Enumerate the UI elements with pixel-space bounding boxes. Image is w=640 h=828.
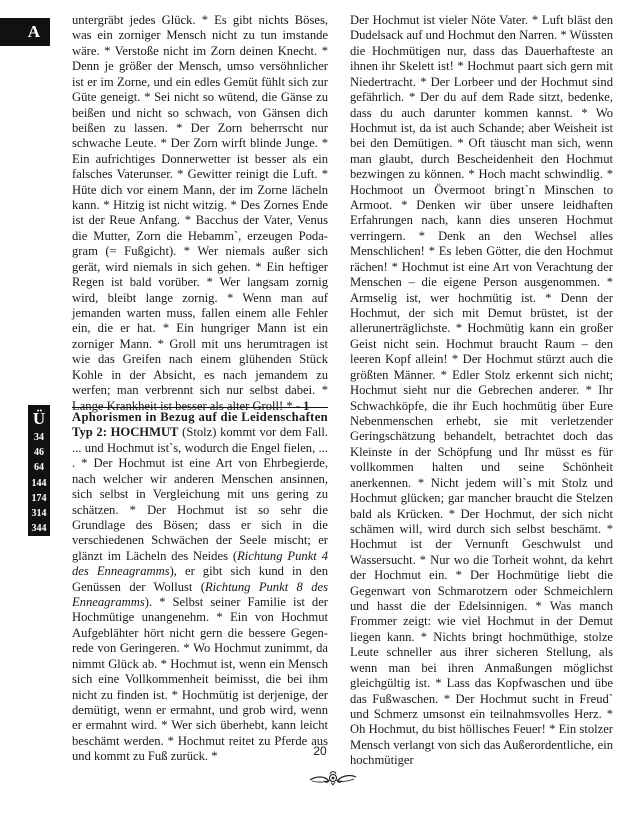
index-ref-number[interactable]: 64: [34, 462, 44, 474]
index-tab-letter: Ü: [32, 409, 46, 428]
left-column: [72, 13, 328, 414]
index-tab-u[interactable]: [28, 405, 50, 536]
italic-reference: Richtung Punkt 4 des Enneagramms: [72, 548, 328, 579]
intro-paragraph: [72, 13, 328, 414]
section-paragraph: [72, 410, 328, 765]
page-number: 20: [313, 744, 327, 758]
index-ref-number[interactable]: 314: [31, 508, 47, 520]
index-ref-number[interactable]: 144: [31, 477, 47, 489]
intro-end-reference: - 1: [292, 398, 310, 413]
index-ref-number[interactable]: 34: [34, 432, 44, 443]
intro-text: untergräbt jedes Glück. * Es gibt nichts Böses, was ein zorniger Mensch nicht zu tun imstande wäre. * Verstoße nicht im Zorn deinen Knecht. * Denn je größer der Mensch, umso versöhnlicher ist er im Zorne, und ein edles Gemüt fühlt sich zur Güte geneigt. * Sei nicht so wütend, die Gänse zu beißen und nicht so schwach, von Gänsen dich beißen zu lassen. * Der Zorn beherrscht nur schwache Leute. * Der Zorn wirft blinde Junge. * Ein aufrichtiges Donnerwetter ist besser als ein falsches Vaterunser. * Gewitter reinigt die Luft. * Hüte dich vor einem Mann, der im Zorne lächeln kann. * Hitzig ist nicht witzig. * Des Zornes Ende ist der Reue Anfang. * Bacchus der Vater, Venus die Mutter, Zorn die Hebamm`, erzeugen Podagram (= Fußgicht). * Wer niemals außer sich gerät, wird niemals in sich gehen. * Ein heftiger Regen ist bald vorüber. * Wer langsam zornig wird, bleibt lange zornig. * Wenn man auf jemanden warten muss, fallen einem alle Fehler ein, die er hat. * Ein hungriger Mann ist ein zorniger Mann. * Groll mit uns herumtragen ist wie das Greifen nach einem glühenden Stück Kohle in der Absicht, es nach jemandem zu werfen; man verbrennt sich nur selbst dabei. * Lange Krankheit ist besser als alter Groll! *: [72, 13, 328, 413]
italic-reference: Richtung Punkt 8 des Enneagramms: [72, 579, 329, 610]
section-hochmut: [72, 407, 328, 765]
section-heading: Aphorismen in Bezug auf die Leidenschaften: [72, 410, 328, 424]
section-text: ). * Selbst seiner Familie ist der Hochmütige unangenehm. * Ein von Hochmut Aufgeblähter hört nicht gern die bessere Gegenrede von Geringeren. * Wo Hochmut zunimmt, da nimmt Glück ab. * Hochmut ist, wenn ein Mensch sich eine Vollkommenheit beimisst, die bei ihm nicht zu finden ist. * Hochmütig ist derjenige, der demütigt, wenn er ermahnt, und grob wird, wenn er ermahnt wird. * Wer sich überhebt, kann leicht beschämt werden. * Hochmut reitet zu Pferde aus und kommt zu Fuß zurück. *: [72, 595, 328, 764]
section-text: ), er gibt sich kund in den Genüssen der Wollust (: [72, 564, 328, 594]
index-ref-number[interactable]: 174: [31, 492, 47, 504]
right-column: [350, 13, 613, 769]
section-text: (Stolz) kommt vor dem Fall. ... und Hochmut ist`s, wodurch die Engel fielen, ... . * Der Hochmut ist eine Art von Ehrbegierde, nach welcher wir anderen Menschen ansinnen, sich selbst in Vergleichung mit uns gering zu schätzen. * Der Hochmut ist so sehr die Grundlage des Bösen; dass er sich in die verschiedenen Schwächen der Seele mischt; er glänzt im Lächeln des Neides (: [72, 425, 328, 563]
section-tab-a[interactable]: [0, 18, 50, 46]
section-tab-letter: A: [27, 22, 40, 41]
index-ref-number[interactable]: 344: [31, 523, 47, 535]
right-paragraph: Der Hochmut ist vieler Nöte Vater. * Luft bläst den Dudelsack auf und Hochmut den Narren. * Wüssten die Hochmütigen nur, dass das Dauerhafteste an ihnen ihr Skelett ist! * Hochmut paart sich gern mit Niedertracht. * Der Lorbeer und der Hochmut sind gefährlich. * Der du auf dem Rade sitzt, bedenke, dass du auch darunter kommen kannst. * Wo Hochmut ist, da ist auch Schande; aber Weisheit ist bei den Demütigen. * Oft täuscht man sich, wenn man glaubt, durch Bescheidenheit den Hochmut bezwingen zu können. * Hoch macht schwindlig. * Hochmoot un Övermoot bringt`n Minschen to Armoot. * Denken wir über unsere leidhaften Erfahrungen nach, kann dies unseren Hochmut verringern. * Denk an den Wechsel alles Menschlichen! * Es leben Götter, die den Hochmut rächen! * Hochmut ist eine Art von Verachtung der Menschen – die eigene Person ausgenommen. * Armselig ist, wer hochmütig ist. * Denn der Hochmut, der sich mit Demut brüstet, ist der allerunerträglichste. * Hochmütig kann ein großer Geist nicht sein. Hochmut braucht Raum – den leeren Kopf allein! * Der Hochmut stürzt auch die größten Männer. * Edler Stolz erkennt sich nicht; Hochmut sieht nur die Gebrechen anderer. * Ihr Schwachköpfe, die ihr Euch hochmütig über Eure Nebenmenschen erhebt, sie mit verletzender Geringschätzung behandelt, betrachtet doch das Kleinste in der Schöpfung und Ihr müsst es für vollkommen halten und seine Schönheit anerkennen. * Nicht jedem will`s mit Stolz und Hochmut glücken; gar mancher braucht die Stelzen bald als Krücken. * Der Hochmut, der sich nicht schämen will, wird durch sich selbst beschämt. * Hochmut ist der Vernunft Geschwulst und Wassersucht. * Nur wo die Torheit wohnt, da kehrt der Hochmut ein. * Der Hochmütige liebt die Gegenwart von Schmarotzern oder Schmeichlern und hasst die der Edelsinnigen. * Was manch Frommer zeigt: wie viel Hochmut in der Demut liegen kann. * Nichts bringt hochmüthige, stolze Leute schneller aus ihrer sicheren Stellung, als wenn man bei ihren Anmaßungen möglichst gleichgültig ist. * Lass das Kopfwaschen und übe das Fußwaschen. * Der Hochmut sucht in Freud` und Schmerz umsonst ein teilnahmsvolles Herz. * Oh Hochmut, du bist höllisches Feuer! * Ein stolzer Mensch verlangt von sich das Außerordentliche, ein hochmütiger: [350, 13, 613, 768]
index-ref-number[interactable]: 46: [34, 447, 44, 459]
type-label: Typ 2: HOCHMUT: [72, 425, 179, 440]
floral-vignette-icon: [308, 770, 358, 786]
